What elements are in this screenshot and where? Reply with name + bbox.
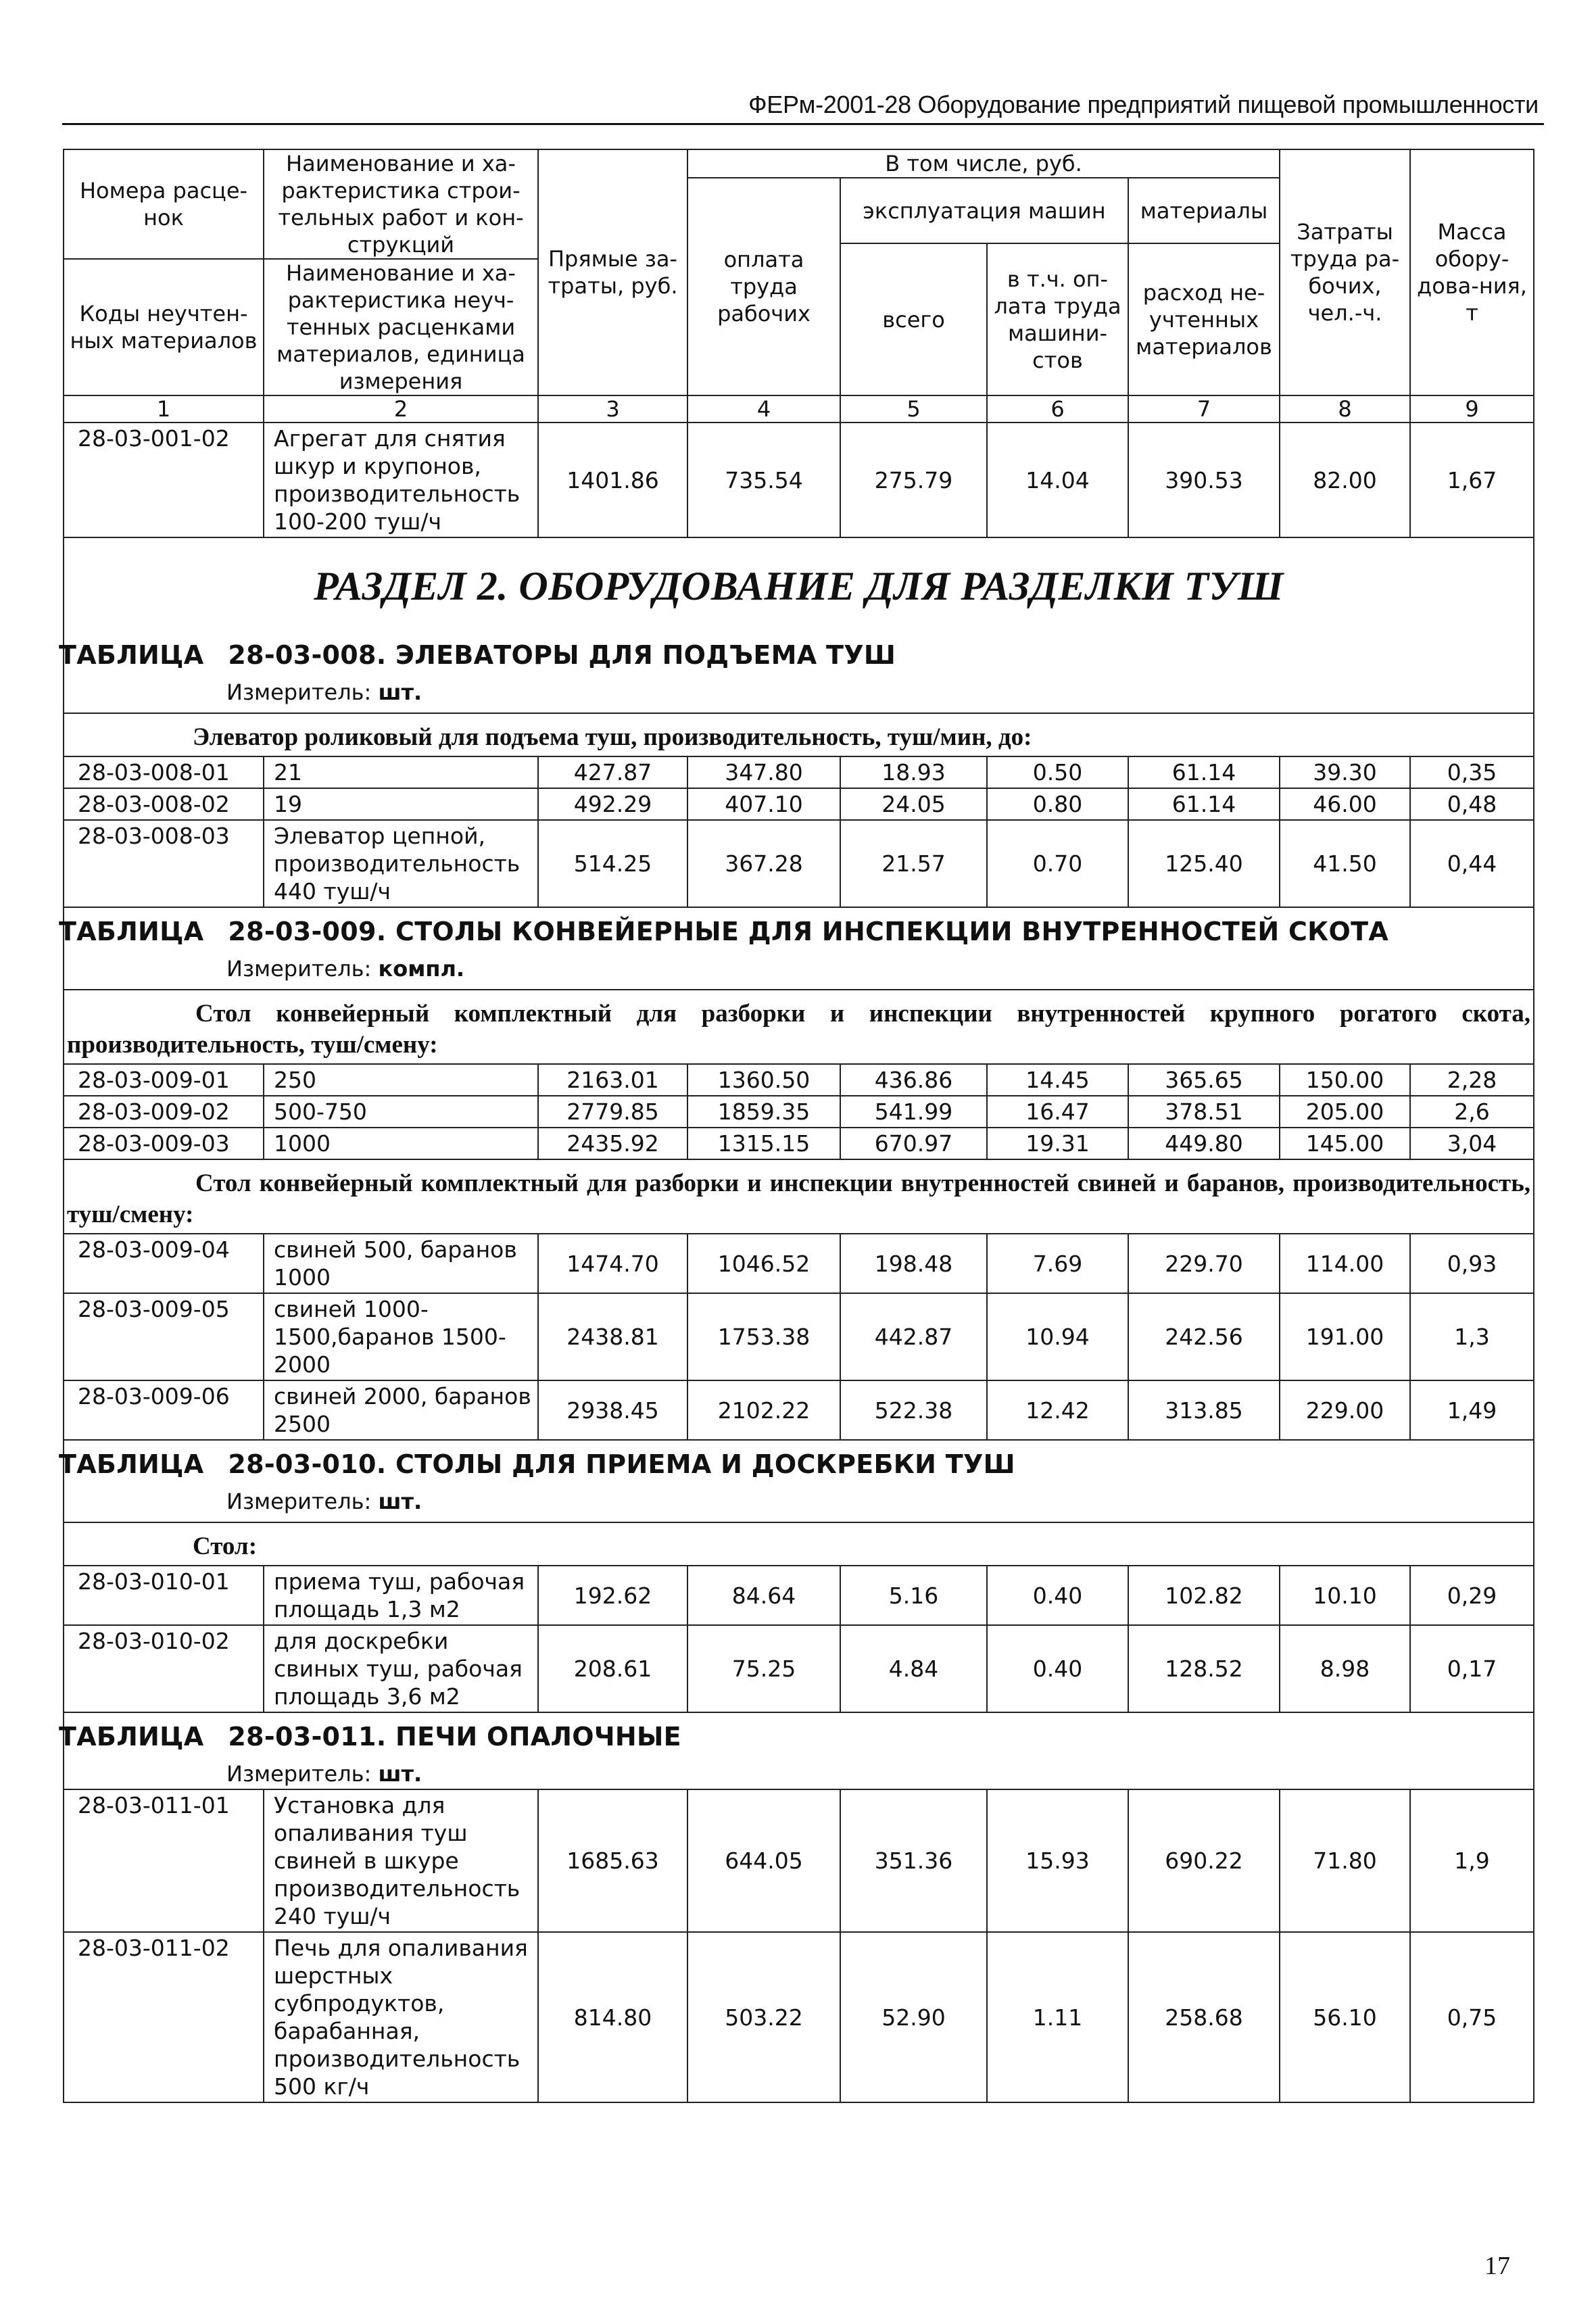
value-cell: 15.93 [987, 1789, 1128, 1932]
value-cell: 1.11 [987, 1932, 1128, 2102]
measure-unit: компл. [378, 956, 465, 982]
value-cell: 0,29 [1410, 1566, 1534, 1625]
col-header-wages: оплата труда рабочих [687, 178, 840, 395]
value-cell: 150.00 [1280, 1064, 1410, 1096]
value-cell: 644.05 [687, 1789, 840, 1932]
value-cell: 670.97 [840, 1128, 987, 1159]
table-row [64, 1096, 1534, 1128]
index-cell: 5 [840, 395, 987, 423]
measure-unit: шт. [378, 1489, 422, 1514]
rate-name: 1000 [264, 1128, 538, 1159]
table-row [64, 1932, 1534, 2102]
value-cell: 735.54 [687, 423, 840, 537]
value-cell: 46.00 [1280, 788, 1410, 820]
value-cell: 0.40 [987, 1625, 1128, 1712]
value-cell: 1,3 [1410, 1293, 1534, 1380]
value-cell: 0,75 [1410, 1932, 1534, 2102]
value-cell: 2435.92 [538, 1128, 687, 1159]
value-cell: 242.56 [1128, 1293, 1280, 1380]
rate-name: свиней 2000, баранов 2500 [264, 1380, 538, 1440]
value-cell: 71.80 [1280, 1789, 1410, 1932]
table-row [64, 1234, 1534, 1293]
value-cell: 56.10 [1280, 1932, 1410, 2102]
value-cell: 18.93 [840, 756, 987, 788]
value-cell: 0.70 [987, 820, 1128, 907]
value-cell: 1474.70 [538, 1234, 687, 1293]
table-title [59, 1441, 1533, 1485]
value-cell: 14.04 [987, 423, 1128, 537]
col-header-rate-numbers: Номера расце-нок [64, 149, 264, 259]
measure-line [64, 1758, 1533, 1789]
rate-name: 500-750 [264, 1096, 538, 1128]
value-cell: 125.40 [1128, 820, 1280, 907]
index-cell: 6 [987, 395, 1128, 423]
section-block [64, 537, 1534, 713]
table-row [64, 1625, 1534, 1712]
rate-code: 28-03-008-02 [64, 788, 264, 820]
value-cell: 2,28 [1410, 1064, 1534, 1096]
rate-code: 28-03-001-02 [64, 423, 264, 537]
value-cell: 522.38 [840, 1380, 987, 1440]
value-cell: 1,67 [1410, 423, 1534, 537]
value-cell: 2938.45 [538, 1380, 687, 1440]
value-cell: 442.87 [840, 1293, 987, 1380]
rate-code: 28-03-009-03 [64, 1128, 264, 1159]
rate-code: 28-03-009-06 [64, 1380, 264, 1440]
table-row [64, 1380, 1534, 1440]
table-row [64, 423, 1534, 537]
value-cell: 24.05 [840, 788, 987, 820]
value-cell: 347.80 [687, 756, 840, 788]
value-cell: 367.28 [687, 820, 840, 907]
table-heading-block [64, 1440, 1534, 1522]
value-cell: 690.22 [1128, 1789, 1280, 1932]
group-title: Стол: [193, 1533, 258, 1560]
value-cell: 1360.50 [687, 1064, 840, 1096]
value-cell: 7.69 [987, 1234, 1128, 1293]
table-number: 28-03-009. [228, 917, 387, 946]
rate-code: 28-03-009-02 [64, 1096, 264, 1128]
value-cell: 39.30 [1280, 756, 1410, 788]
value-cell: 198.48 [840, 1234, 987, 1293]
value-cell: 258.68 [1128, 1932, 1280, 2102]
value-cell: 52.90 [840, 1932, 987, 2102]
rates-table [59, 149, 1534, 2103]
header-row-1 [64, 149, 1534, 178]
rate-code: 28-03-008-01 [64, 756, 264, 788]
value-cell: 12.42 [987, 1380, 1128, 1440]
col-header-machinist-wages: в т.ч. оп-лата труда машини-стов [987, 243, 1128, 395]
table-row [64, 820, 1534, 907]
table-heading-block [64, 907, 1534, 990]
table-number: 28-03-010. [228, 1449, 387, 1479]
value-cell: 275.79 [840, 423, 987, 537]
table-number: 28-03-008. [228, 640, 387, 670]
group-title: Стол конвейерный комплектный для разборки и инспекции внутренностей свиней и баранов, производительность, туш/смену: [67, 1169, 1531, 1228]
rate-name: приема туш, рабочая площадь 1,3 м2 [264, 1566, 538, 1625]
table-label: ТАБЛИЦА [59, 1449, 204, 1479]
value-cell: 351.36 [840, 1789, 987, 1932]
measure-label: Измеритель: [226, 956, 372, 982]
value-cell: 0,48 [1410, 788, 1534, 820]
value-cell: 541.99 [840, 1096, 987, 1128]
value-cell: 503.22 [687, 1932, 840, 2102]
value-cell: 208.61 [538, 1625, 687, 1712]
measure-label: Измеритель: [226, 679, 372, 705]
value-cell: 3,04 [1410, 1128, 1534, 1159]
table-row [64, 1789, 1534, 1932]
running-header [62, 89, 1544, 125]
col-header-machines-total: всего [840, 243, 987, 395]
value-cell: 1753.38 [687, 1293, 840, 1380]
value-cell: 0.40 [987, 1566, 1128, 1625]
rate-name: для доскребки свиных туш, рабочая площадь 3,6 м2 [264, 1625, 538, 1712]
table-row [64, 1566, 1534, 1625]
measure-unit: шт. [378, 679, 422, 705]
index-cell: 1 [64, 395, 264, 423]
value-cell: 75.25 [687, 1625, 840, 1712]
value-cell: 61.14 [1128, 788, 1280, 820]
value-cell: 192.62 [538, 1566, 687, 1625]
value-cell: 2163.01 [538, 1064, 687, 1096]
measure-line [64, 676, 1533, 713]
rate-name: Установка для опаливания туш свиней в шкуре производительность 240 туш/ч [264, 1789, 538, 1932]
value-cell: 2779.85 [538, 1096, 687, 1128]
measure-unit: шт. [378, 1761, 422, 1787]
value-cell: 427.87 [538, 756, 687, 788]
value-cell: 4.84 [840, 1625, 987, 1712]
value-cell: 61.14 [1128, 756, 1280, 788]
value-cell: 449.80 [1128, 1128, 1280, 1159]
col-header-mass: Масса обору-дова-ния, т [1410, 149, 1534, 395]
rate-name: Элеватор цепной, производительность 440 туш/ч [264, 820, 538, 907]
value-cell: 229.70 [1128, 1234, 1280, 1293]
table-row [64, 756, 1534, 788]
value-cell: 1315.15 [687, 1128, 840, 1159]
col-header-machines: эксплуатация машин [840, 178, 1128, 243]
value-cell: 0,35 [1410, 756, 1534, 788]
value-cell: 229.00 [1280, 1380, 1410, 1440]
value-cell: 1401.86 [538, 423, 687, 537]
value-cell: 407.10 [687, 788, 840, 820]
table-title [59, 631, 1533, 676]
running-header-title: ФЕРм-2001-28 Оборудование предприятий пищевой промышленности [748, 91, 1539, 118]
value-cell: 1859.35 [687, 1096, 840, 1128]
column-index-row [64, 395, 1534, 423]
rate-name: 19 [264, 788, 538, 820]
rate-code: 28-03-008-03 [64, 820, 264, 907]
col-header-direct-costs: Прямые за-траты, руб. [538, 149, 687, 395]
col-header-work-name: Наименование и ха-рактеристика строи-тельных работ и кон-струкций [264, 149, 538, 259]
index-cell: 9 [1410, 395, 1534, 423]
value-cell: 191.00 [1280, 1293, 1410, 1380]
value-cell: 814.80 [538, 1932, 687, 2102]
value-cell: 378.51 [1128, 1096, 1280, 1128]
col-header-material-name: Наименование и ха-рактеристика неуч-тенных расценками материалов, единица измерения [264, 259, 538, 395]
index-cell: 3 [538, 395, 687, 423]
value-cell: 205.00 [1280, 1096, 1410, 1128]
value-cell: 19.31 [987, 1128, 1128, 1159]
measure-label: Измеритель: [226, 1761, 372, 1787]
rate-name: свиней 500, баранов 1000 [264, 1234, 538, 1293]
value-cell: 5.16 [840, 1566, 987, 1625]
table-row [64, 788, 1534, 820]
value-cell: 1,9 [1410, 1789, 1534, 1932]
value-cell: 492.29 [538, 788, 687, 820]
table-label: ТАБЛИЦА [59, 917, 204, 946]
section-title: РАЗДЕЛ 2. ОБОРУДОВАНИЕ ДЛЯ РАЗДЕЛКИ ТУШ [314, 564, 1284, 608]
group-header [64, 990, 1534, 1064]
value-cell: 2102.22 [687, 1380, 840, 1440]
value-cell: 0.50 [987, 756, 1128, 788]
value-cell: 313.85 [1128, 1380, 1280, 1440]
value-cell: 41.50 [1280, 820, 1410, 907]
col-header-materials-consumption: расход не-учтенных материалов [1128, 243, 1280, 395]
value-cell: 10.10 [1280, 1566, 1410, 1625]
rate-name: Печь для опаливания шерстных субпродуктов, барабанная, производительность 500 кг/ч [264, 1932, 538, 2102]
group-title: Элеватор роликовый для подъема туш, производительность, туш/мин, до: [193, 723, 1032, 751]
table-row [64, 1064, 1534, 1096]
value-cell: 514.25 [538, 820, 687, 907]
value-cell: 390.53 [1128, 423, 1280, 537]
rate-name: свиней 1000-1500,баранов 1500-2000 [264, 1293, 538, 1380]
col-header-material-codes: Коды неучтен-ных материалов [64, 259, 264, 395]
rate-code: 28-03-009-01 [64, 1064, 264, 1096]
value-cell: 102.82 [1128, 1566, 1280, 1625]
col-header-labor: Затраты труда ра-бочих, чел.-ч. [1280, 149, 1410, 395]
table-row [64, 1293, 1534, 1380]
value-cell: 16.47 [987, 1096, 1128, 1128]
value-cell: 8.98 [1280, 1625, 1410, 1712]
page-number: 17 [1484, 2252, 1510, 2280]
index-cell: 4 [687, 395, 840, 423]
rate-code: 28-03-011-02 [64, 1932, 264, 2102]
group-header [64, 713, 1534, 756]
table-name: ПЕЧИ ОПАЛОЧНЫЕ [395, 1722, 681, 1752]
rate-code: 28-03-010-02 [64, 1625, 264, 1712]
rate-name: 21 [264, 756, 538, 788]
value-cell: 128.52 [1128, 1625, 1280, 1712]
rate-code: 28-03-009-05 [64, 1293, 264, 1380]
group-header [64, 1159, 1534, 1234]
measure-line [64, 1485, 1533, 1522]
measure-label: Измеритель: [226, 1489, 372, 1514]
value-cell: 436.86 [840, 1064, 987, 1096]
index-cell: 2 [264, 395, 538, 423]
col-header-incl: В том числе, руб. [687, 149, 1280, 178]
table-title [59, 908, 1533, 952]
table-name: ЭЛЕВАТОРЫ ДЛЯ ПОДЪЕМА ТУШ [395, 640, 896, 670]
rates-table-sheet [59, 149, 1533, 2103]
table-title [59, 1713, 1533, 1758]
value-cell: 0,44 [1410, 820, 1534, 907]
table-name: СТОЛЫ ДЛЯ ПРИЕМА И ДОСКРЕБКИ ТУШ [395, 1449, 1015, 1479]
table-name: СТОЛЫ КОНВЕЙЕРНЫЕ ДЛЯ ИНСПЕКЦИИ ВНУТРЕННОСТЕЙ СКОТА [395, 917, 1389, 946]
rate-name: Агрегат для снятия шкур и крупонов, производительность 100-200 туш/ч [264, 423, 538, 537]
value-cell: 1046.52 [687, 1234, 840, 1293]
value-cell: 14.45 [987, 1064, 1128, 1096]
value-cell: 84.64 [687, 1566, 840, 1625]
measure-line [64, 952, 1533, 989]
index-cell: 8 [1280, 395, 1410, 423]
rate-code: 28-03-009-04 [64, 1234, 264, 1293]
table-label: ТАБЛИЦА [59, 640, 204, 670]
value-cell: 10.94 [987, 1293, 1128, 1380]
value-cell: 21.57 [840, 820, 987, 907]
group-title: Стол конвейерный комплектный для разборки и инспекции внутренностей крупного рогатого скота, производительность, туш/смену: [67, 1000, 1531, 1059]
table-heading-block [64, 1712, 1534, 1789]
rate-name: 250 [264, 1064, 538, 1096]
rate-code: 28-03-010-01 [64, 1566, 264, 1625]
value-cell: 82.00 [1280, 423, 1410, 537]
value-cell: 0.80 [987, 788, 1128, 820]
value-cell: 0,93 [1410, 1234, 1534, 1293]
value-cell: 114.00 [1280, 1234, 1410, 1293]
table-row [64, 1128, 1534, 1159]
value-cell: 0,17 [1410, 1625, 1534, 1712]
group-header [64, 1522, 1534, 1566]
index-cell: 7 [1128, 395, 1280, 423]
col-header-materials: материалы [1128, 178, 1280, 243]
value-cell: 2438.81 [538, 1293, 687, 1380]
table-number: 28-03-011. [228, 1722, 387, 1752]
rate-code: 28-03-011-01 [64, 1789, 264, 1932]
value-cell: 1,49 [1410, 1380, 1534, 1440]
value-cell: 145.00 [1280, 1128, 1410, 1159]
value-cell: 1685.63 [538, 1789, 687, 1932]
value-cell: 365.65 [1128, 1064, 1280, 1096]
value-cell: 2,6 [1410, 1096, 1534, 1128]
table-label: ТАБЛИЦА [59, 1722, 204, 1752]
